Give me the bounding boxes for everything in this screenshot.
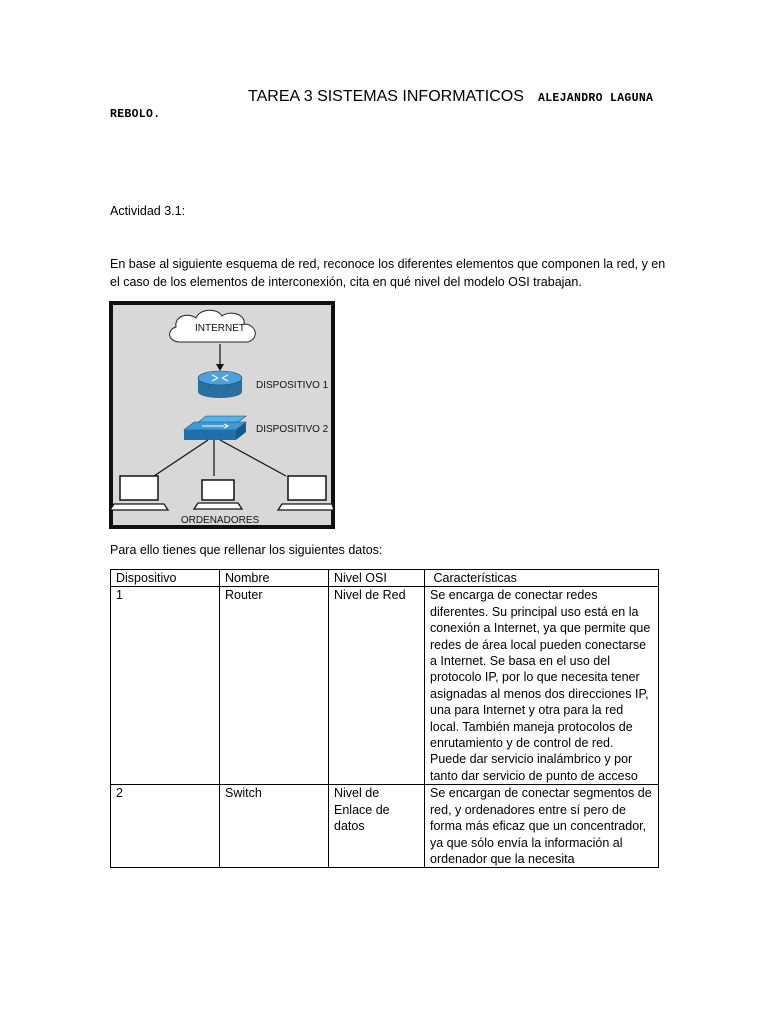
- cell-device: 2: [111, 785, 220, 868]
- document-title: TAREA 3 SISTEMAS INFORMATICOS: [248, 88, 524, 105]
- cell-osi: Nivel de Enlace de datos: [329, 785, 425, 868]
- author-name: ALEJANDRO LAGUNA: [538, 92, 654, 105]
- activity-heading: Actividad 3.1:: [110, 204, 186, 218]
- cell-osi: Nivel de Red: [329, 587, 425, 785]
- header-name: Nombre: [220, 570, 329, 587]
- computers-label: ORDENADORES: [180, 515, 260, 526]
- table-row: [111, 785, 659, 868]
- table-header-row: [111, 570, 659, 587]
- header-osi: Nivel OSI: [329, 570, 425, 587]
- cloud-label: INTERNET: [195, 323, 245, 334]
- author-surname: REBOLO.: [110, 108, 161, 121]
- devices-table: [110, 569, 659, 868]
- device1-label: DISPOSITIVO 1: [256, 380, 329, 391]
- table-instruction: Para ello tienes que rellenar los siguientes datos:: [110, 543, 383, 557]
- router-icon: [198, 371, 242, 398]
- header-features: Características: [425, 570, 659, 587]
- network-diagram: [108, 300, 336, 530]
- intro-paragraph: En base al siguiente esquema de red, reconoce los diferentes elementos que componen la red, y en el caso de los elementos de interconexión, cita en qué nivel del modelo OSI trabajan.: [110, 257, 666, 289]
- cell-device: 1: [111, 587, 220, 785]
- device2-label: DISPOSITIVO 2: [256, 424, 329, 435]
- header-device: Dispositivo: [111, 570, 220, 587]
- cell-features: Se encarga de conectar redes diferentes. Su principal uso está en la conexión a Internet, ya que permite que redes de área local pueden conectarse a Internet. Se basa en el uso del protocolo IP, por lo que necesita tener asignadas al menos dos direcciones IP, una para Internet y otra para la red local. También maneja protocolos de enrutamiento y de control de red. Puede dar servicio inalámbrico y por tanto dar servicio de punto de acceso: [425, 587, 659, 785]
- cell-name: Router: [220, 587, 329, 785]
- cell-name: Switch: [220, 785, 329, 868]
- cell-features: Se encargan de conectar segmentos de red, y ordenadores entre sí pero de forma más eficaz que un concentrador, ya que sólo envía la información al ordenador que la necesita: [425, 785, 659, 868]
- table-row: [111, 587, 659, 785]
